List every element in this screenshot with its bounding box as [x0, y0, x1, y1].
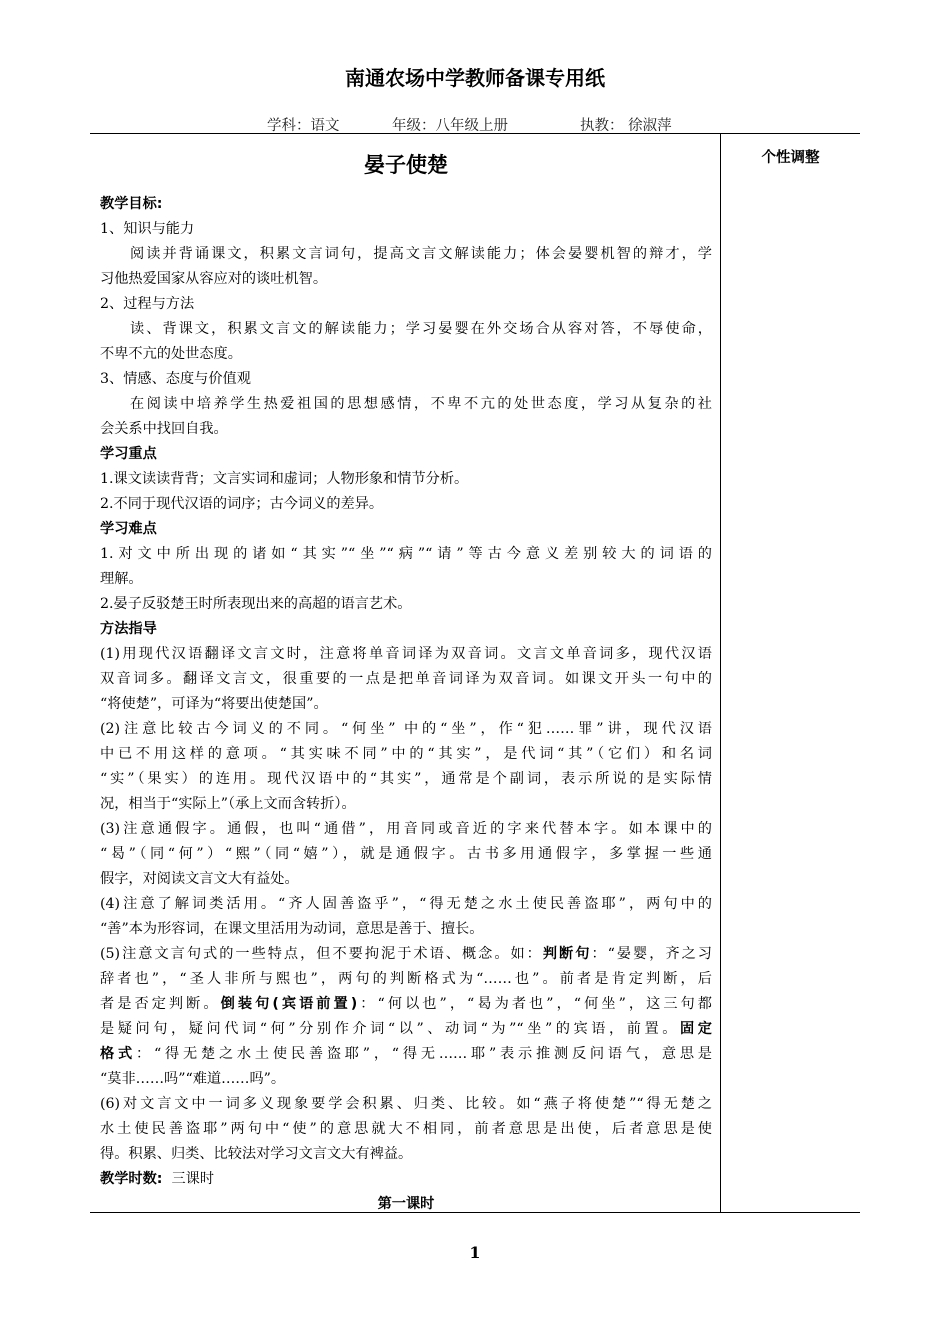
method-line: 中已不用这样的意项。“其实味不同”中的“其实”，是代词“其”（它们）和名词	[100, 746, 712, 762]
focus-item: 1.课文读读背背；文言实词和虚词；人物形象和情节分析。	[100, 471, 469, 487]
meta-line	[90, 114, 860, 134]
goal3-heading: 3、情感、态度与价值观	[100, 371, 251, 387]
teacher-label: 执教： 徐淑萍	[580, 118, 672, 134]
difficulty-item: 1.对文中所出现的诸如“其实”“坐”“病”“请”等古今意义差别较大的词语的	[100, 546, 712, 562]
method-text: 者是否定判断。	[100, 996, 221, 1012]
first-lesson-heading: 第一课时	[377, 1196, 435, 1212]
method-text: ：“晏婴，齐之习	[591, 946, 712, 962]
focus-item: 2.不同于现代汉语的词序；古今词义的差异。	[100, 496, 384, 512]
method-text: ：“得无楚之水土使民善盗耶”，“得无……耶”表示推测反问语气，意思是	[135, 1046, 712, 1062]
method-line: “实”（果实）的连用。现代汉语中的“其实”，通常是个副词，表示所说的是实际情	[100, 771, 712, 787]
method-line: “莫非……吗”“难道……吗”。	[100, 1071, 286, 1087]
method-line: 得。积累、归类、比较法对学习文言文大有裨益。	[100, 1146, 413, 1162]
difficulty-item: 理解。	[100, 571, 143, 587]
goals-heading: 教学目标:	[100, 196, 163, 212]
lesson-title: 晏子使楚	[364, 153, 448, 177]
method-heading: 方法指导	[100, 621, 157, 637]
method-line: (6)对文言文中一词多义现象要学会积累、归类、比较。如“燕子将使楚”“得无楚之	[100, 1096, 712, 1112]
goal1-line: 习他热爱国家从容应对的谈吐机智。	[100, 271, 328, 287]
side-column-heading: 个性调整	[761, 150, 820, 166]
teaching-hours	[100, 1167, 712, 1192]
method-line	[100, 1017, 712, 1042]
method-line: 双音词多。翻译文言文，很重要的一点是把单音词译为双音词。如课文开头一句中的	[100, 671, 712, 687]
focus-heading: 学习重点	[100, 446, 157, 462]
method-line	[100, 1042, 712, 1067]
goal1-line: 阅读并背诵课文，积累文言词句，提高文言文解读能力；体会晏婴机智的辩才，学	[130, 246, 712, 262]
method-line: 水土使民善盗耶”两句中“使”的意思就大不相同，前者意思是出使，后者意思是使	[100, 1121, 712, 1137]
method-term: 固定	[680, 1021, 712, 1037]
method-line: 况，相当于“实际上”（承上文而含转折）。	[100, 796, 356, 812]
page-title: 南通农场中学教师备课专用纸	[345, 66, 605, 90]
method-line: (1)用现代汉语翻译文言文时，注意将单音词译为双音词。文言文单音词多，现代汉语	[100, 646, 712, 662]
method-line: “善”本为形容词，在课文里活用为动词，意思是善于、擅长。	[100, 921, 484, 937]
method-line: “曷”（同“何”）“熙”（同“嬉”），就是通假字。古书多用通假字，多掌握一些通	[100, 846, 712, 862]
method-line: “将使楚”，可译为“将要出使楚国”。	[100, 696, 328, 712]
goal2-line: 读、背课文，积累文言文的解读能力；学习晏婴在外交场合从容对答，不辱使命，	[130, 321, 712, 337]
method-line: 假字，对阅读文言文大有益处。	[100, 871, 299, 887]
method-line: (2)注意比较古今词义的不同。“何坐” 中的“坐”，作“犯……罪”讲，现代汉语	[100, 721, 712, 737]
goal1-heading: 1、知识与能力	[100, 221, 195, 237]
grade-label: 年级：八年级上册	[392, 118, 508, 134]
page-number: 1	[469, 1243, 481, 1262]
method-line: 辞者也”，“圣人非所与熙也”，两句的判断格式为“……也”。前者是肯定判断，后	[100, 971, 712, 987]
method-text: ：“何以也”，“曷为者也”，“何坐”，这三句都	[357, 996, 712, 1012]
method-text: (5)注意文言句式的一些特点，但不要拘泥于术语、概念。如：	[100, 946, 543, 962]
goal3-line: 会关系中找回自我。	[100, 421, 228, 437]
goal2-line: 不卑不亢的处世态度。	[100, 346, 242, 362]
goal2-heading: 2、过程与方法	[100, 296, 195, 312]
method-text: 是疑问句，疑问代词“何”分别作介词“以”、动词“为”“坐”的宾语，前置。	[100, 1021, 681, 1037]
goal3-line: 在阅读中培养学生热爱祖国的思想感情，不卑不亢的处世态度，学习从复杂的社	[130, 396, 712, 412]
method-line	[100, 942, 712, 967]
teaching-hours-value: 三课时	[171, 1171, 215, 1187]
column-divider	[720, 134, 721, 1212]
method-line	[100, 992, 712, 1017]
method-line: (4)注意了解词类活用。“齐人固善盗乎”，“得无楚之水土使民善盗耶”，两句中的	[100, 896, 712, 912]
method-term: 格式	[100, 1046, 136, 1062]
teaching-hours-label: 教学时数:	[100, 1171, 163, 1187]
difficulty-item: 2.晏子反驳楚王时所表现出来的高超的语言艺术。	[100, 596, 412, 612]
lesson-content	[100, 148, 712, 1217]
subject-label: 学科：语文	[267, 118, 340, 134]
method-term: 判断句	[542, 946, 592, 962]
difficulty-heading: 学习难点	[100, 521, 157, 537]
method-term: 倒装句(宾语前置)	[220, 996, 358, 1012]
method-line: (3)注意通假字。通假，也叫“通借”，用音同或音近的字来代替本字。如本课中的	[100, 821, 712, 837]
